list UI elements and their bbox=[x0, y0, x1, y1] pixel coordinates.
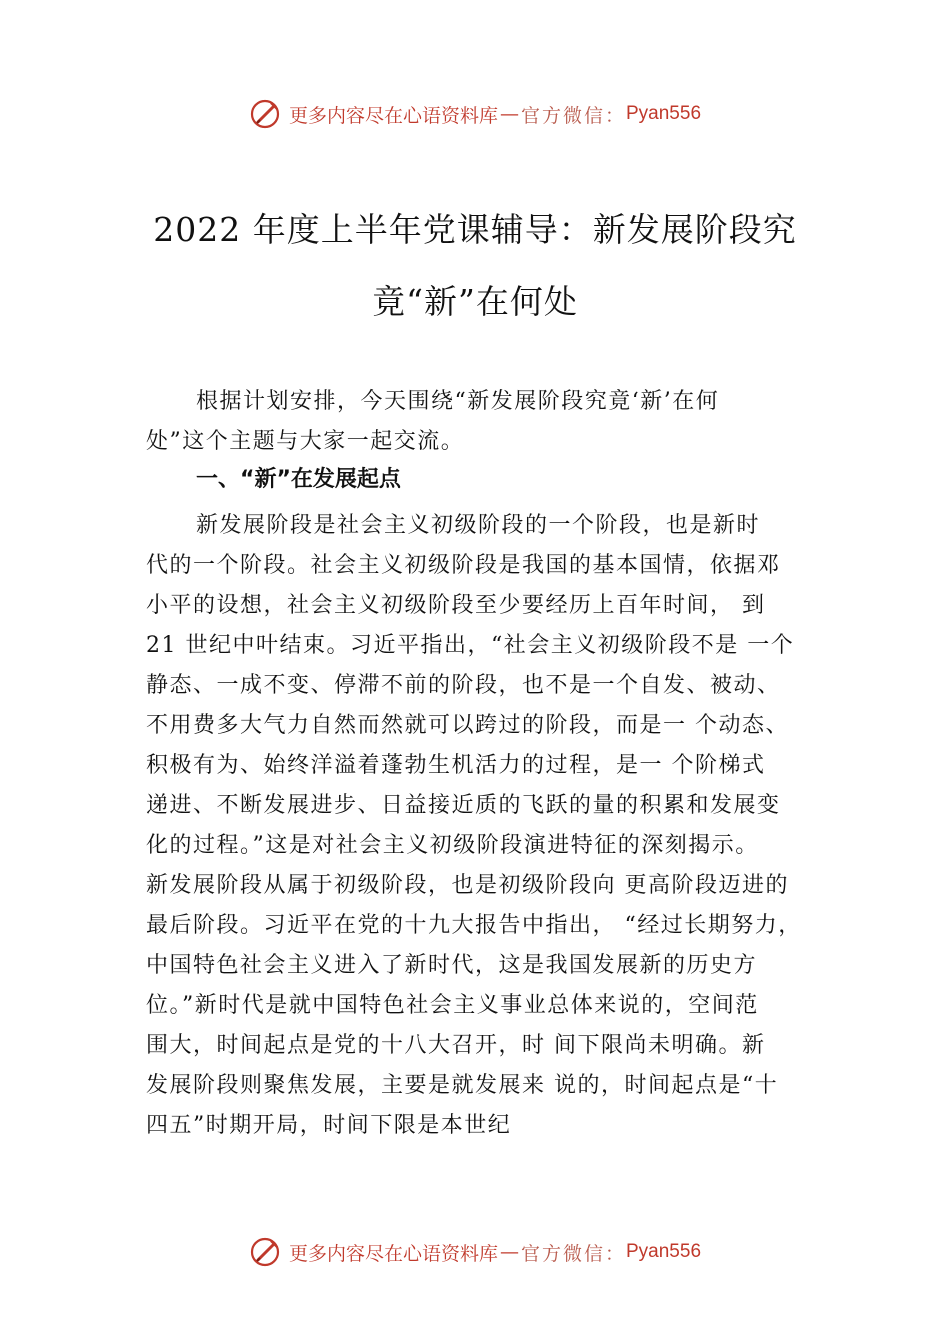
footer-watermark-banner bbox=[0, 1232, 950, 1272]
document-title-line-2: 竟“新”在何处 bbox=[372, 282, 578, 321]
body-line: 围大，时间起点是党的十八大召开，时 间下限尚未明确。新 bbox=[146, 1033, 766, 1058]
banner-wechat-label: 官方微信： bbox=[520, 1242, 626, 1265]
banner-wechat-id: Pyan556 bbox=[626, 103, 702, 124]
banner-separator: — bbox=[499, 1241, 519, 1263]
header-watermark-banner bbox=[0, 94, 950, 134]
intro-line-1: 根据计划安排，今天围绕“新发展阶段究竟‘新’在何 bbox=[196, 389, 720, 414]
pen-logo-icon bbox=[249, 1235, 283, 1269]
body-line: 递进、不断发展进步、日益接近质的飞跃的量的积累和发展变 bbox=[146, 793, 781, 818]
banner-main-text: 更多内容尽在心语资料库 bbox=[288, 1242, 498, 1265]
banner-wechat-label: 官方微信： bbox=[520, 104, 626, 127]
body-line: 代的一个阶段。社会主义初级阶段是我国的基本国情，依据邓 bbox=[146, 553, 781, 578]
body-line: 新发展阶段是社会主义初级阶段的一个阶段，也是新时 bbox=[196, 513, 761, 538]
body-line: 位。”新时代是就中国特色社会主义事业总体来说的，空间范 bbox=[146, 993, 759, 1018]
body-line: 静态、一成不变、停滞不前的阶段，也不是一个自发、被动、 bbox=[146, 673, 781, 698]
body-line: 发展阶段则聚焦发展，主要是就发展来 说的，时间起点是“十 bbox=[146, 1073, 779, 1098]
body-line: 积极有为、始终洋溢着蓬勃生机活力的过程，是一 个阶梯式 bbox=[146, 753, 766, 778]
banner-main-text: 更多内容尽在心语资料库 bbox=[288, 104, 498, 127]
body-line: 不用费多大气力自然而然就可以跨过的阶段，而是一 个动态、 bbox=[146, 713, 789, 738]
section-heading: 一、“新”在发展起点 bbox=[196, 467, 401, 492]
banner-separator: — bbox=[499, 103, 519, 125]
body-line: 21 世纪中叶结束。习近平指出，“社会主义初级阶段不是 一个 bbox=[146, 633, 795, 658]
body-line: 四五”时期开局，时间下限是本世纪 bbox=[146, 1113, 512, 1138]
pen-logo-icon bbox=[249, 97, 283, 131]
body-line: 小平的设想，社会主义初级阶段至少要经历上百年时间， 到 bbox=[146, 593, 766, 618]
banner-wechat-id: Pyan556 bbox=[626, 1241, 702, 1262]
document-title-line-1: 2022 年度上半年党课辅导：新发展阶段究 bbox=[153, 210, 797, 249]
body-line: 中国特色社会主义进入了新时代，这是我国发展新的历史方 bbox=[146, 953, 758, 978]
intro-line-2: 处”这个主题与大家一起交流。 bbox=[146, 429, 465, 454]
body-line: 化的过程。”这是对社会主义初级阶段演进特征的深刻揭示。 bbox=[146, 833, 759, 858]
body-line: 最后阶段。习近平在党的十九大报告中指出， “经过长期努力， bbox=[146, 913, 802, 938]
body-line: 新发展阶段从属于初级阶段，也是初级阶段向 更高阶段迈进的 bbox=[146, 873, 789, 898]
